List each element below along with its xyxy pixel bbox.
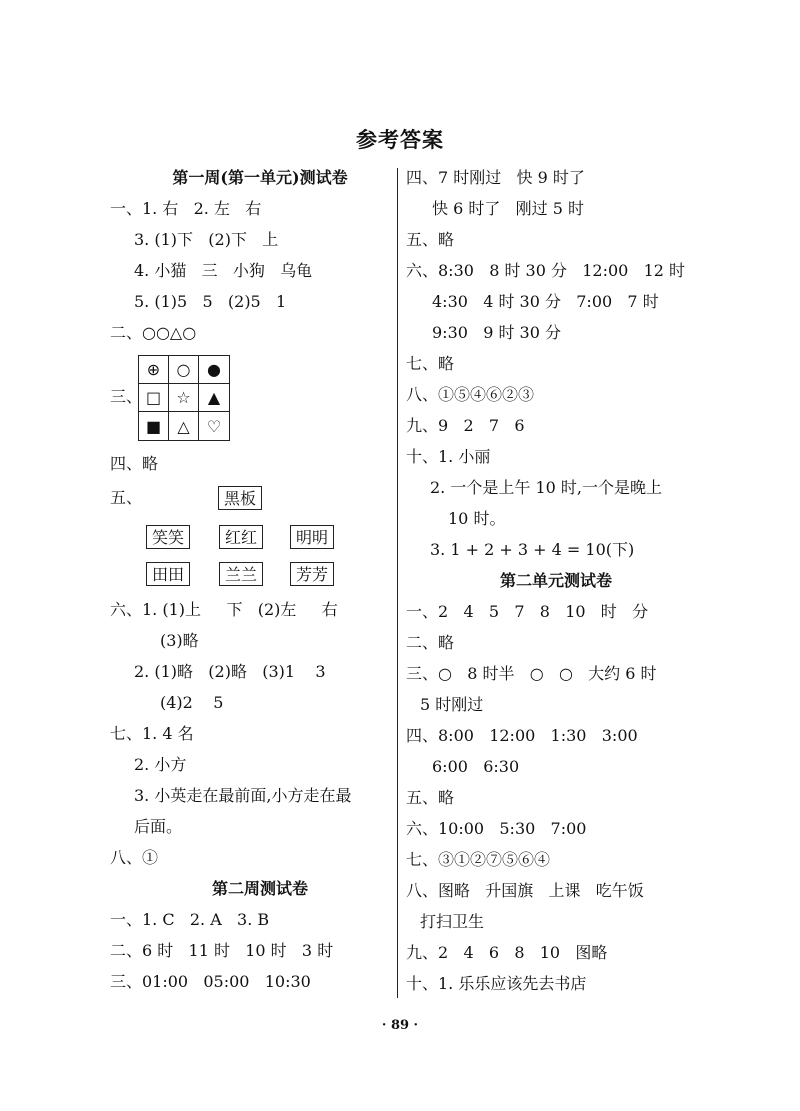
- name-box: 兰兰: [219, 562, 263, 586]
- answer-line: 3. 1 + 2 + 3 + 4 = 10(下): [430, 540, 635, 559]
- answer-line: 二、略: [406, 633, 455, 652]
- answer-line: 3. (1)下 (2)下 上: [134, 230, 279, 249]
- name-box: 黑板: [218, 486, 262, 510]
- answer-line: 五、略: [406, 230, 455, 249]
- q3-label: 三、: [110, 387, 143, 406]
- answer-line: 10 时。: [448, 509, 506, 528]
- grid-cell: ▲: [199, 384, 229, 412]
- answer-line: 十、1. 小丽: [406, 447, 491, 466]
- name-box: 笑笑: [146, 525, 190, 549]
- unit2-title: 第二单元测试卷: [499, 571, 612, 590]
- answer-line: 一、1. 右 2. 左 右: [110, 199, 262, 218]
- answer-line: 3. 小英走在最前面,小方走在最: [134, 786, 352, 805]
- answer-line: 一、2 4 5 7 8 10 时 分: [406, 602, 649, 621]
- name-box: 明明: [290, 525, 334, 549]
- answer-line: 2. 小方: [134, 755, 187, 774]
- answer-line: 三、○ 8 时半 ○ ○ 大约 6 时: [406, 664, 657, 683]
- grid-cell: ♡: [206, 416, 222, 436]
- answer-line: 快 6 时了 刚过 5 时: [432, 199, 584, 218]
- grid-cell: △: [169, 412, 199, 440]
- answer-line: 十、1. 乐乐应该先去书店: [406, 974, 587, 993]
- answer-line: 八、①: [110, 848, 159, 867]
- answer-line: 六、8:30 8 时 30 分 12:00 12 时: [406, 261, 686, 280]
- grid-cell: ○: [169, 356, 199, 384]
- answer-line: 九、2 4 6 8 10 图略: [406, 943, 608, 962]
- week2-title: 第二周测试卷: [211, 879, 308, 898]
- name-box: 芳芳: [290, 562, 334, 586]
- answer-line: 二、○○△○: [110, 323, 197, 342]
- answer-line: 打扫卫生: [420, 912, 485, 931]
- answer-line: 七、略: [406, 354, 455, 373]
- answer-line: 4. 小猫 三 小狗 乌龟: [134, 261, 313, 280]
- grid-cell: ●: [199, 356, 229, 384]
- grid-cell: ⊕: [139, 356, 169, 384]
- grid-cell: ■: [139, 412, 169, 440]
- page-title: 参考答案: [356, 127, 444, 152]
- answer-line: 5. (1)5 5 (2)5 1: [134, 292, 287, 311]
- answer-line: 5 时刚过: [420, 695, 484, 714]
- answer-line: 后面。: [134, 817, 183, 836]
- answer-line: 9:30 9 时 30 分: [432, 323, 561, 342]
- grid-cell: ☆: [169, 384, 199, 412]
- name-box: 田田: [146, 562, 190, 586]
- answer-line: 2. (1)略 (2)略 (3)1 3: [134, 662, 326, 681]
- page-number: · 89 ·: [381, 1018, 419, 1033]
- answer-line: 二、6 时 11 时 10 时 3 时: [110, 941, 334, 960]
- answer-line: 2. 一个是上午 10 时,一个是晚上: [430, 478, 662, 497]
- answer-line: 4:30 4 时 30 分 7:00 7 时: [432, 292, 659, 311]
- answer-line: (4)2 5: [160, 693, 224, 712]
- answer-line: 四、略: [110, 454, 159, 473]
- answer-line: 八、①⑤④⑥②③: [406, 385, 535, 404]
- answer-line: 六、10:00 5:30 7:00: [406, 819, 587, 838]
- answer-line: 七、③①②⑦⑤⑥④: [406, 850, 551, 869]
- answer-line: 四、8:00 12:00 1:30 3:00: [406, 726, 638, 745]
- answer-line: 四、7 时刚过 快 9 时了: [406, 168, 585, 187]
- answer-line: 九、9 2 7 6: [406, 416, 525, 435]
- answer-line: 三、01:00 05:00 10:30: [110, 972, 311, 991]
- answer-line: 五、略: [406, 788, 455, 807]
- answer-line: 八、图略 升国旗 上课 吃午饭: [406, 881, 644, 900]
- q5-label: 五、: [110, 488, 143, 507]
- name-box: 红红: [219, 525, 263, 549]
- shape-grid: [138, 355, 230, 441]
- answer-line: 一、1. C 2. A 3. B: [110, 910, 270, 929]
- grid-cell: □: [139, 384, 169, 412]
- answer-line: 6:00 6:30: [432, 757, 520, 776]
- week1-title: 第一周(第一单元)测试卷: [172, 168, 348, 187]
- answer-line: (3)略: [160, 631, 199, 650]
- answer-line: 六、1. (1)上 下 (2)左 右: [110, 600, 338, 619]
- answer-line: 七、1. 4 名: [110, 724, 194, 743]
- column-divider: [397, 168, 398, 998]
